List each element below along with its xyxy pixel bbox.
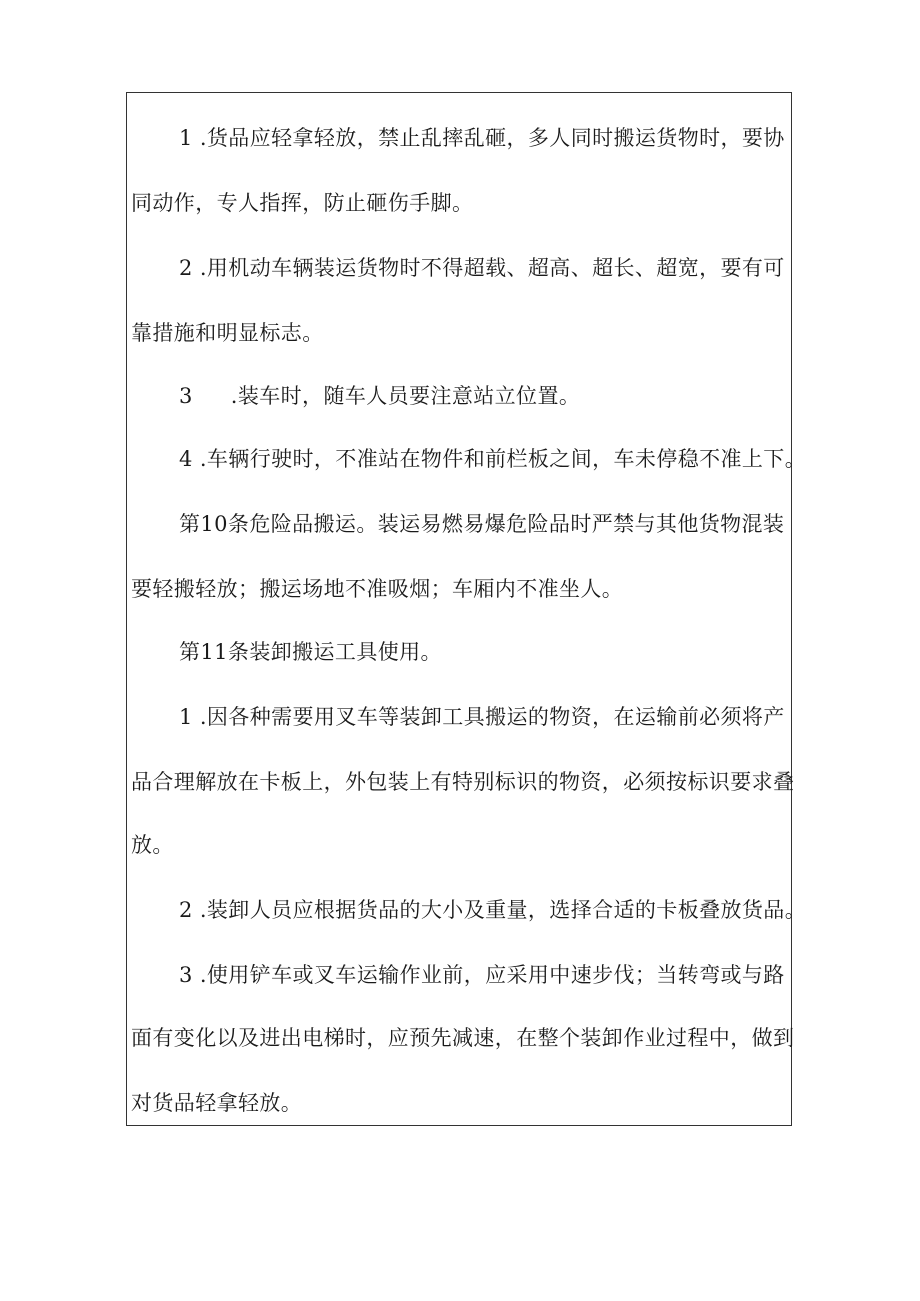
paragraph-line: 1 .货品应轻拿轻放，禁止乱摔乱砸，多人同时搬运货物时，要协: [179, 126, 785, 150]
paragraph-line: 要轻搬轻放；搬运场地不准吸烟；车厢内不准坐人。: [131, 577, 624, 601]
paragraph-line: 4 .车辆行驶时，不准站在物件和前栏板之间，车未停稳不准上下。: [179, 447, 807, 471]
paragraph-line: 同动作，专人指挥，防止砸伤手脚。: [131, 191, 474, 215]
paragraph-line: 靠措施和明显标志。: [131, 321, 324, 345]
paragraph-line: 第11条装卸搬运工具使用。: [179, 640, 442, 664]
paragraph-line: [127, 382, 843, 410]
paragraph-line: 3 .使用铲车或叉车运输作业前，应采用中速步伐；当转弯或与路: [179, 963, 785, 987]
paragraph-line: 第10条危险品搬运。装运易燃易爆危险品时严禁与其他货物混装: [179, 512, 785, 536]
paragraph-line: 面有变化以及进出电梯时，应预先减速，在整个装卸作业过程中，做到: [131, 1026, 795, 1050]
item-number: 3: [179, 384, 193, 408]
document-frame: [126, 92, 807, 1126]
paragraph-line: 2 .用机动车辆装运货物时不得超载、超高、超长、超宽，要有可: [179, 256, 785, 280]
paragraph-line: 对货品轻拿轻放。: [131, 1091, 303, 1115]
paragraph-line: 放。: [131, 833, 174, 857]
item-text: .装车时，随车人员要注意站立位置。: [230, 384, 581, 408]
paragraph-line: 品合理解放在卡板上，外包装上有特别标识的物资，必须按标识要求叠: [131, 770, 795, 794]
paragraph-line: 2 .装卸人员应根据货品的大小及重量，选择合适的卡板叠放货品。: [179, 898, 807, 922]
paragraph-line: 1 .因各种需要用叉车等装卸工具搬运的物资，在运输前必须将产: [179, 705, 785, 729]
